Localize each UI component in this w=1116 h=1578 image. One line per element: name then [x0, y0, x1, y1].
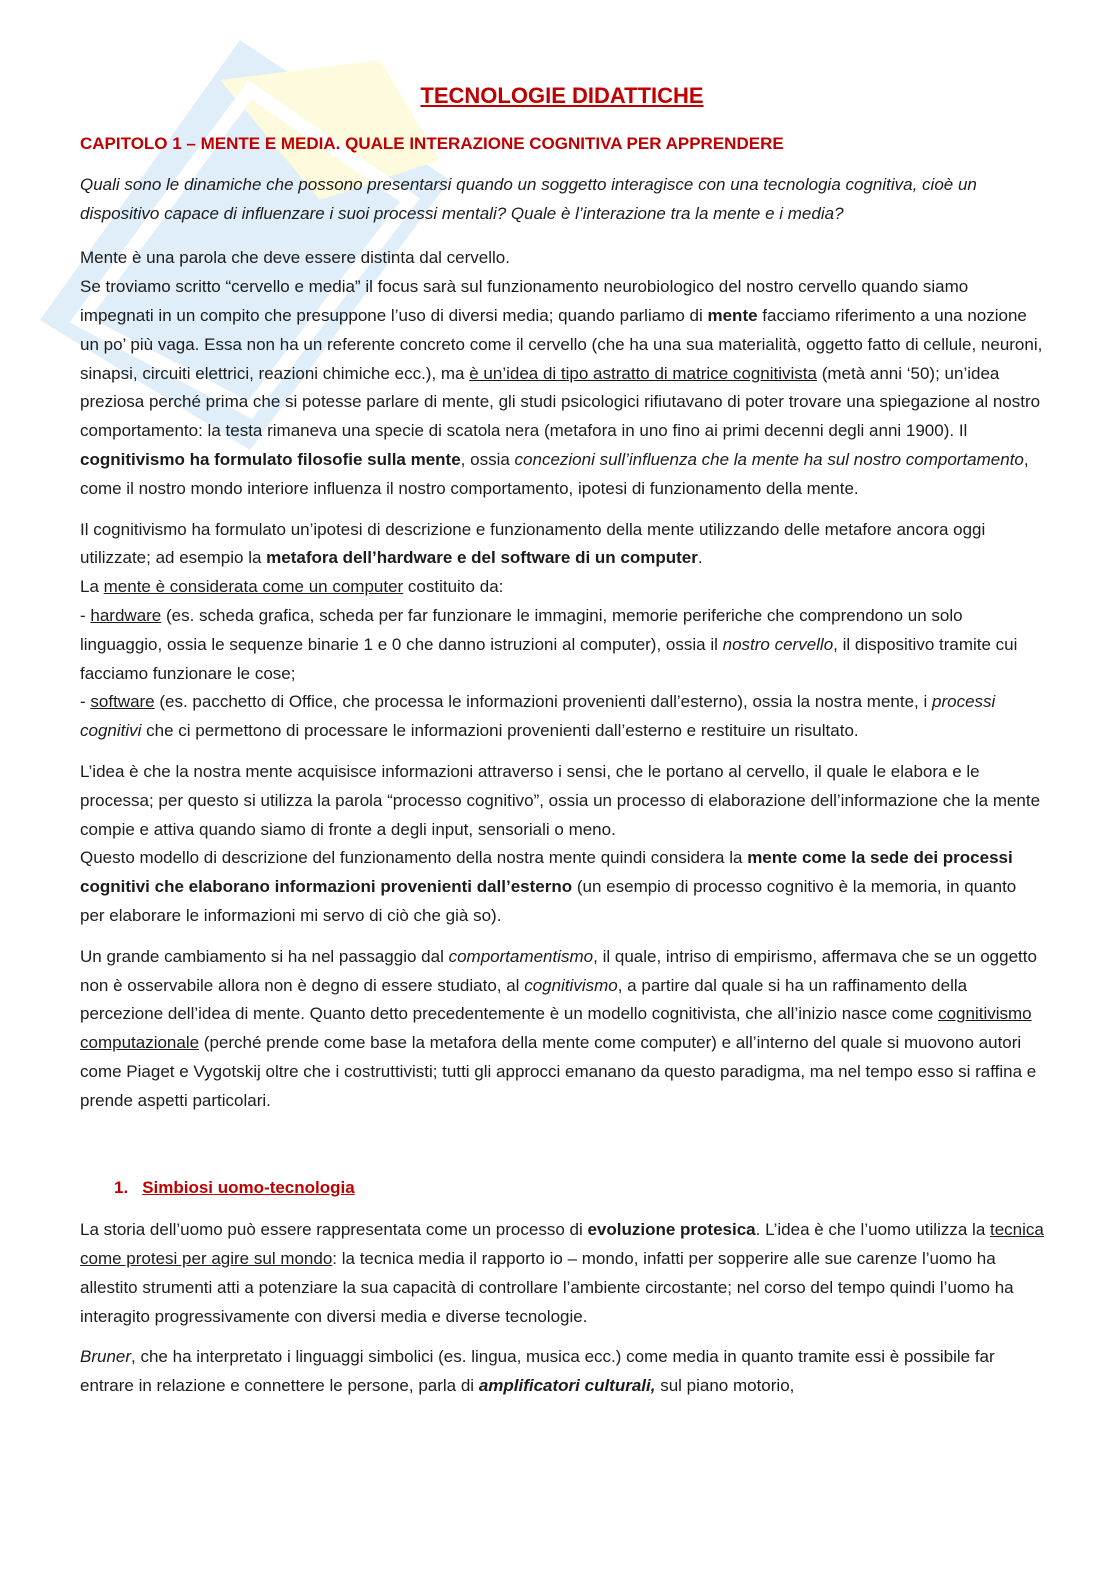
intro-question: Quali sono le dinamiche che possono presentarsi quando un soggetto interagisce con una tecnologia cognitiva, cioè un dispositivo capace di influenzare i suoi processi mentali? Quale è l’interazione tra la mente e i media?	[80, 174, 977, 223]
paragraph-bruner: Bruner, che ha interpretato i linguaggi simbolici (es. lingua, musica ecc.) come media in quanto tramite essi è possibile far entrare in relazione e connettere le persone, parla di amplificatori culturali, sul piano motorio,	[80, 1347, 995, 1396]
paragraph-prosthetic-evolution: La storia dell’uomo può essere rappresentata come un processo di evoluzione protesica. L’idea è che l’uomo utilizza la tecnica come protesi per agire sul mondo: la tecnica media il rapporto io – mondo, infatti per sopperire alle sue carenze l’uomo ha allestito strumenti atti a potenziare la sua capacità di controllare l’ambiente circostante; nel corso del tempo quindi l’uomo ha interagito progressivamente con diversi media e diverse tecnologie.	[80, 1220, 1044, 1326]
chapter-heading: CAPITOLO 1 – MENTE E MEDIA. QUALE INTERAZIONE COGNITIVA PER APPRENDERE	[80, 134, 784, 153]
section-heading-1: 1. Simbiosi uomo-tecnologia	[114, 1177, 355, 1197]
document-title: TECNOLOGIE DIDATTICHE	[420, 83, 704, 108]
paragraph-cognitive-process: L’idea è che la nostra mente acquisisce informazioni attraverso i sensi, che le portano al cervello, il quale le elabora e le processa; per questo si utilizza la parola “processo cognitivo”, ossia un processo di elaborazione dell’informazione che la mente compie e attiva quando siamo di fronte a degli input, sensoriali o meno. Questo modello di descrizione del funzionamento della nostra mente quindi considera la mente come la sede dei processi cognitivi che elaborano informazioni provenienti dall’esterno (un esempio di processo cognitivo è la memoria, in quanto per elaborare le informazioni mi servo di ciò che già so).	[80, 761, 1041, 925]
paragraph-behaviorism: Un grande cambiamento si ha nel passaggio dal comportamentismo, il quale, intriso di empirismo, affermava che se un oggetto non è osservabile allora non è degno di essere studiato, al cognitivismo, a partire dal quale si ha un raffinamento della percezione dell’idea di mente. Quanto detto precedentemente è un modello cognitivista, che all’inizio nasce come cognitivismo computazionale (perché prende come base la metafora della mente come computer) e all’interno del quale si muovono autori come Piaget e Vygotskij oltre che i costruttivisti; tutti gli approcci emanano da questo paradigma, ma nel tempo esso si raffina e prende aspetti particolari.	[80, 946, 1037, 1110]
paragraph-mente: Mente è una parola che deve essere distinta dal cervello. Se troviamo scritto “cervello e media” il focus sarà sul funzionamento neurobiologico del nostro cervello quando siamo impegnati in un compito che presuppone l’uso di diversi media; quando parliamo di mente facciamo riferimento a una nozione un po’ più vaga. Essa non ha un referente concreto come il cervello (che ha una sua materialità, oggetto fatto di cellule, neuroni, sinapsi, circuiti elettrici, reazioni chimiche ecc.), ma è un’idea di tipo astratto di matrice cognitivista (metà anni ‘50); un’idea preziosa perché prima che si potesse parlare di mente, gli studi psicologici rifiutavano di poter trovare una spiegazione al nostro comportamento: la testa rimaneva una specie di scatola nera (metafora in uno fino ai primi decenni degli anni 1900). Il cognitivismo ha formulato filosofie sulla mente, ossia concezioni sull’influenza che la mente ha sul nostro comportamento, come il nostro mondo interiore influenza il nostro comportamento, ipotesi di funzionamento della mente.	[80, 248, 1043, 498]
paragraph-computer-metaphor: Il cognitivismo ha formulato un’ipotesi di descrizione e funzionamento della mente utilizzando delle metafore ancora oggi utilizzate; ad esempio la metafora dell’hardware e del software di un computer. La mente è considerata come un computer costituito da: - hardware (es. scheda grafica, scheda per far funzionare le immagini, memorie periferiche che comprendono un solo linguaggio, ossia le sequenze binarie 1 e 0 che danno istruzioni al computer), ossia il nostro cervello, il dispositivo tramite cui facciamo funzionare le cose; - software (es. pacchetto di Office, che processa le informazioni provenienti dall’esterno), ossia la nostra mente, i processi cognitivi che ci permettono di processare le informazioni provenienti dall’esterno e restituire un risultato.	[80, 519, 1018, 741]
